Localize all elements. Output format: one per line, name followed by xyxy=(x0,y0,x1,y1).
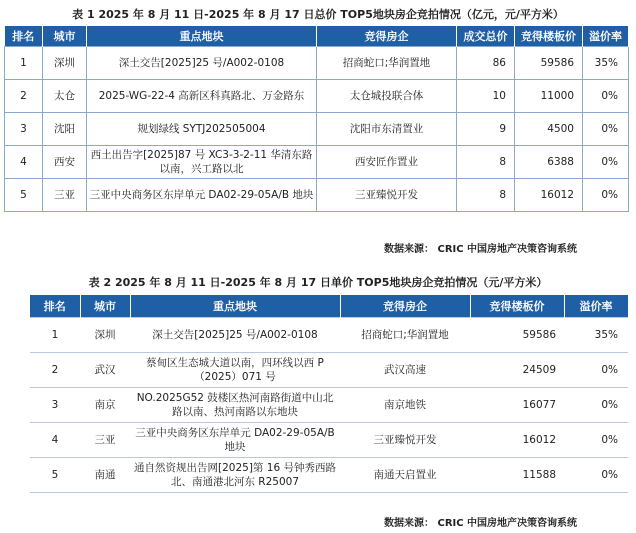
table-row xyxy=(30,458,628,493)
total-price-cell: 86 xyxy=(457,47,515,80)
city-cell: 沈阳 xyxy=(43,113,87,146)
city-cell: 西安 xyxy=(43,146,87,179)
t1-header-total: 成交总价 xyxy=(457,26,515,47)
t1-header-parcel: 重点地块 xyxy=(87,26,317,47)
city-cell: 三亚 xyxy=(43,179,87,212)
premium-cell: 0% xyxy=(583,146,629,179)
table-row xyxy=(5,80,629,113)
t1-header-floor-price: 竞得楼板价 xyxy=(515,26,583,47)
table-row xyxy=(5,179,629,212)
company-cell: 西安匠作置业 xyxy=(317,146,457,179)
table2 xyxy=(30,295,629,493)
table-row xyxy=(5,113,629,146)
rank-cell: 5 xyxy=(5,179,43,212)
rank-cell: 2 xyxy=(30,353,80,388)
company-cell: 三亚臻悦开发 xyxy=(317,179,457,212)
city-cell: 武汉 xyxy=(80,353,130,388)
parcel-cell: 深土交告[2025]25 号/A002-0108 xyxy=(130,318,340,353)
premium-cell: 0% xyxy=(583,179,629,212)
rank-cell: 3 xyxy=(30,388,80,423)
city-cell: 南京 xyxy=(80,388,130,423)
total-price-cell: 9 xyxy=(457,113,515,146)
parcel-cell: 规划绿线 SYTJ202505004 xyxy=(87,113,317,146)
floor-price-cell: 11000 xyxy=(515,80,583,113)
company-cell: 武汉高速 xyxy=(340,353,470,388)
city-cell: 三亚 xyxy=(80,423,130,458)
rank-cell: 4 xyxy=(5,146,43,179)
company-cell: 三亚臻悦开发 xyxy=(340,423,470,458)
floor-price-cell: 16012 xyxy=(470,423,564,458)
company-cell: 南京地铁 xyxy=(340,388,470,423)
t1-header-rank: 排名 xyxy=(5,26,43,47)
company-cell: 南通天启置业 xyxy=(340,458,470,493)
city-cell: 深圳 xyxy=(43,47,87,80)
rank-cell: 3 xyxy=(5,113,43,146)
t2-header-parcel: 重点地块 xyxy=(130,295,340,318)
company-cell: 太仓城投联合体 xyxy=(317,80,457,113)
parcel-cell: 三亚中央商务区东岸单元 DA02-29-05A/B 地块 xyxy=(130,423,340,458)
floor-price-cell: 24509 xyxy=(470,353,564,388)
company-cell: 招商蛇口;华润置地 xyxy=(340,318,470,353)
parcel-cell: 2025-WG-22-4 高新区科真路北、万金路东 xyxy=(87,80,317,113)
table2-caption: 表 2 2025 年 8 月 11 日-2025 年 8 月 17 日单价 TOP5地块房企竞拍情况（元/平方米） xyxy=(88,276,548,289)
company-cell: 沈阳市东清置业 xyxy=(317,113,457,146)
table-row xyxy=(30,353,628,388)
t2-header-company: 竞得房企 xyxy=(340,295,470,318)
t1-header-premium: 溢价率 xyxy=(583,26,629,47)
total-price-cell: 10 xyxy=(457,80,515,113)
t2-header-city: 城市 xyxy=(80,295,130,318)
floor-price-cell: 4500 xyxy=(515,113,583,146)
total-price-cell: 8 xyxy=(457,179,515,212)
rank-cell: 1 xyxy=(5,47,43,80)
city-cell: 南通 xyxy=(80,458,130,493)
table2-source: 数据来源： CRIC 中国房地产决策咨询系统 xyxy=(384,518,578,529)
premium-cell: 0% xyxy=(564,423,628,458)
parcel-cell: NO.2025G52 鼓楼区热河南路街道中山北路以南、热河南路以东地块 xyxy=(130,388,340,423)
parcel-cell: 西土出告字[2025]87 号 XC3-3-2-11 华清东路以南，兴工路以北 xyxy=(87,146,317,179)
table-row xyxy=(30,388,628,423)
floor-price-cell: 16077 xyxy=(470,388,564,423)
total-price-cell: 8 xyxy=(457,146,515,179)
premium-cell: 35% xyxy=(564,318,628,353)
parcel-cell: 深土交告[2025]25 号/A002-0108 xyxy=(87,47,317,80)
parcel-cell: 通自然资规出告网[2025]第 16 号钟秀西路北、南通港北河东 R25007 xyxy=(130,458,340,493)
table1-source: 数据来源： CRIC 中国房地产决策咨询系统 xyxy=(384,244,578,255)
company-cell: 招商蛇口;华润置地 xyxy=(317,47,457,80)
t1-header-company: 竞得房企 xyxy=(317,26,457,47)
premium-cell: 0% xyxy=(583,113,629,146)
floor-price-cell: 6388 xyxy=(515,146,583,179)
rank-cell: 1 xyxy=(30,318,80,353)
table2-header-row xyxy=(30,295,628,318)
t2-header-premium: 溢价率 xyxy=(564,295,628,318)
rank-cell: 4 xyxy=(30,423,80,458)
floor-price-cell: 16012 xyxy=(515,179,583,212)
table-row xyxy=(5,146,629,179)
table1 xyxy=(4,26,629,212)
parcel-cell: 三亚中央商务区东岸单元 DA02-29-05A/B 地块 xyxy=(87,179,317,212)
floor-price-cell: 11588 xyxy=(470,458,564,493)
t1-header-city: 城市 xyxy=(43,26,87,47)
rank-cell: 5 xyxy=(30,458,80,493)
table-row xyxy=(30,423,628,458)
floor-price-cell: 59586 xyxy=(515,47,583,80)
parcel-cell: 蔡甸区生态城大道以南，四环线以西 P（2025）071 号 xyxy=(130,353,340,388)
t2-header-floor-price: 竞得楼板价 xyxy=(470,295,564,318)
premium-cell: 35% xyxy=(583,47,629,80)
t2-header-rank: 排名 xyxy=(30,295,80,318)
table1-caption: 表 1 2025 年 8 月 11 日-2025 年 8 月 17 日总价 TOP5地块房企竞拍情况（亿元，元/平方米） xyxy=(72,8,564,21)
premium-cell: 0% xyxy=(564,458,628,493)
city-cell: 深圳 xyxy=(80,318,130,353)
premium-cell: 0% xyxy=(564,353,628,388)
premium-cell: 0% xyxy=(564,388,628,423)
table-row xyxy=(5,47,629,80)
table1-header-row xyxy=(5,26,629,47)
table-row xyxy=(30,318,628,353)
rank-cell: 2 xyxy=(5,80,43,113)
city-cell: 太仓 xyxy=(43,80,87,113)
premium-cell: 0% xyxy=(583,80,629,113)
floor-price-cell: 59586 xyxy=(470,318,564,353)
